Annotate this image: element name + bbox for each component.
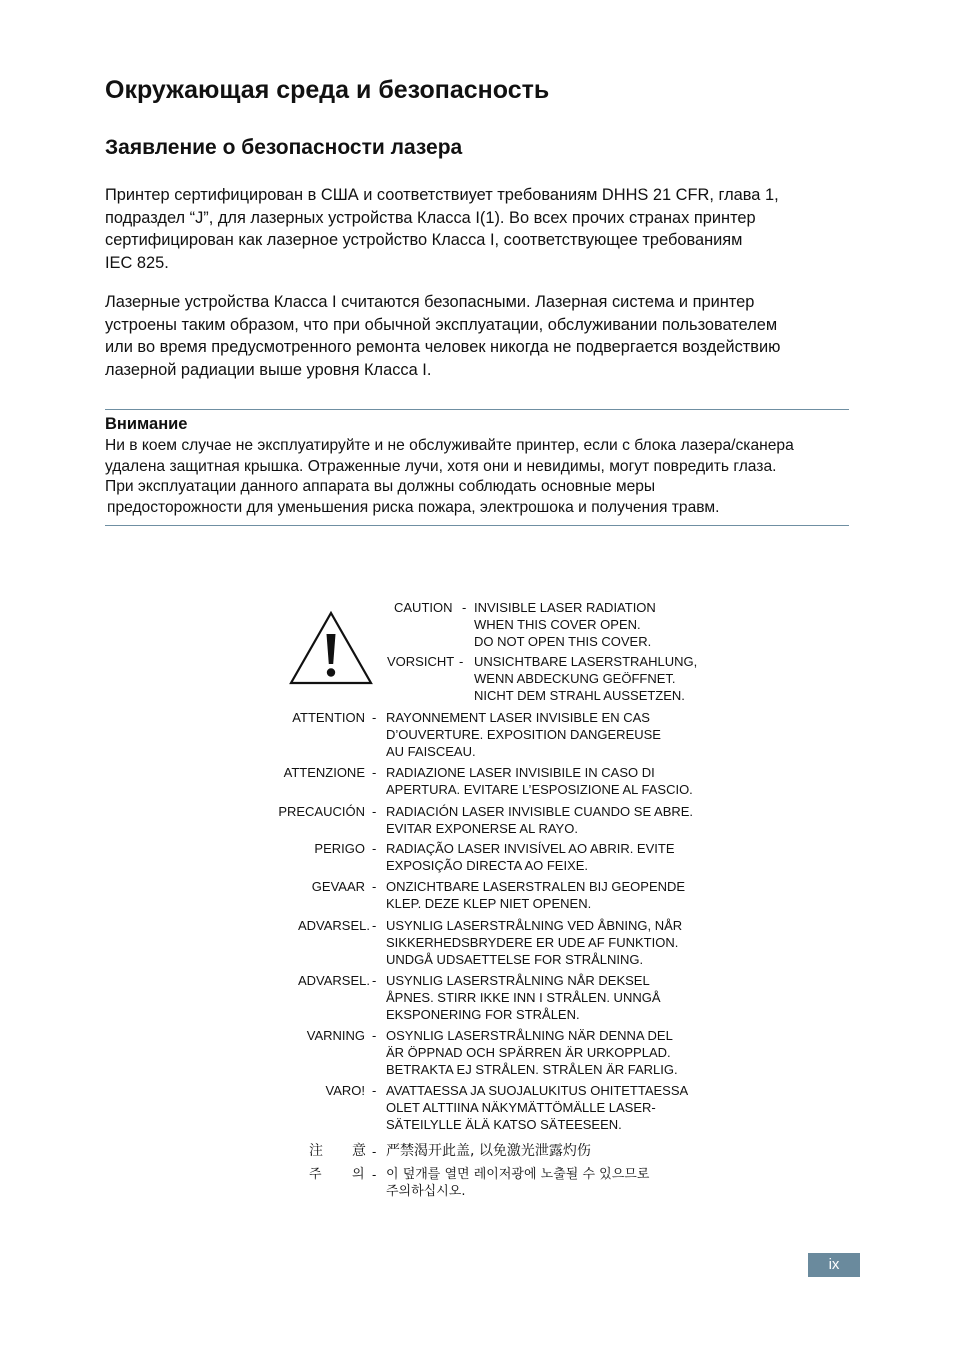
text-line: SIKKERHEDSBRYDERE ER UDE AF FUNKTION.	[386, 935, 679, 950]
text-line: SÄTEILYLLE ÄLÄ KATSO SÄTEESEEN.	[386, 1117, 622, 1132]
label-korean-char-1: 주	[309, 1167, 322, 1182]
paragraph-certification	[105, 184, 865, 274]
warning-title: Внимание	[105, 415, 188, 433]
label-dash: -	[459, 654, 464, 669]
text-line: EKSPONERING FOR STRÅLEN.	[386, 1007, 580, 1022]
label-text-precaucion	[386, 803, 693, 837]
label-dash: -	[372, 1083, 377, 1098]
label-dash: -	[372, 804, 377, 819]
text-line: AU FAISCEAU.	[386, 744, 476, 759]
text-line: RADIACIÓN LASER INVISIBLE CUANDO SE ABRE.	[386, 804, 694, 819]
warning-text	[105, 436, 794, 518]
text-line: BETRAKTA EJ STRÅLEN. STRÅLEN ÄR FARLIG.	[386, 1062, 678, 1077]
label-advarsel-da: ADVARSEL.	[297, 918, 370, 933]
text-line: предосторожности для уменьшения риска пожара, электрошока и получения травм.	[107, 498, 720, 516]
text-line: лазерной радиации выше уровня Класса I.	[105, 360, 432, 379]
label-attenzione: ATTENZIONE	[283, 765, 365, 780]
text-line: NICHT DEM STRAHL AUSSETZEN.	[474, 688, 685, 703]
text-line: IEC 825.	[105, 253, 169, 272]
label-text-perigo	[386, 840, 675, 874]
label-caution: CAUTION	[394, 600, 453, 615]
section-title: Заявление о безопасности лазера	[105, 136, 463, 159]
text-line: сертифицирован как лазерное устройство Класса I, соответствующее требованиям	[105, 231, 743, 249]
text-line: OLET ALTTIINA NÄKYMÄTTÖMÄLLE LASER-	[386, 1100, 656, 1115]
label-varo: VARO!	[325, 1083, 365, 1098]
text-line: RADIAZIONE LASER INVISIBILE IN CASO DI	[386, 765, 655, 780]
label-text-gevaar	[386, 878, 685, 912]
label-chinese-char-1: 注	[309, 1143, 323, 1159]
text-line: подраздел “J”, для лазерных устройства Класса I(1). Во всех прочих странах принтер	[105, 208, 756, 227]
text-line: EVITAR EXPONERSE AL RAYO.	[386, 821, 578, 836]
text-line: ÄR ÖPPNAD OCH SPÄRREN ÄR URKOPPLAD.	[386, 1045, 671, 1060]
text-line: APERTURA. EVITARE L’ESPOSIZIONE AL FASCIO.	[386, 782, 693, 797]
warning-top-rule	[105, 409, 849, 410]
label-dash: -	[372, 1028, 377, 1043]
label-dash: -	[372, 1167, 377, 1182]
label-text-vorsicht	[474, 653, 697, 704]
warning-triangle-icon	[288, 610, 374, 686]
text-line: USYNLIG LASERSTRÅLNING VED ÅBNING, NÅR	[386, 918, 683, 933]
text-line: KLEP. DEZE KLEP NIET OPENEN.	[386, 896, 592, 911]
label-dash: -	[372, 973, 377, 988]
label-dash: -	[372, 765, 377, 780]
text-line: удалена защитная крышка. Отраженные лучи, хотя они и невидимы, могут повредить глаза.	[105, 457, 777, 475]
text-line: AVATTAESSA JA SUOJALUKITUS OHITETTAESSA	[386, 1083, 689, 1098]
label-text-korean	[386, 1166, 649, 1200]
label-text-advarsel-da	[386, 917, 682, 968]
label-text-varo	[386, 1082, 688, 1133]
label-dash: -	[372, 1144, 377, 1159]
text-line: INVISIBLE LASER RADIATION	[474, 600, 656, 615]
text-line: EXPOSIÇÃO DIRECTA AO FEIXE.	[386, 858, 589, 873]
label-text-attenzione	[386, 764, 693, 798]
text-line: устроены таким образом, что при обычной эксплуатации, обслуживании пользователем	[105, 315, 778, 334]
text-line: RADIAÇÃO LASER INVISÍVEL AO ABRIR. EVITE	[386, 841, 675, 856]
warning-bottom-rule	[105, 525, 849, 526]
text-line: WENN ABDECKUNG GEÖFFNET.	[474, 671, 676, 686]
text-line: RAYONNEMENT LASER INVISIBLE EN CAS	[386, 710, 650, 725]
label-dash: -	[372, 918, 377, 933]
text-line: UNDGÅ UDSAETTELSE FOR STRÅLNING.	[386, 952, 644, 967]
text-line: Принтер сертифицирован в США и соответствиует требованиям DHHS 21 CFR, глава 1,	[105, 186, 779, 204]
label-vorsicht: VORSICHT	[387, 654, 455, 669]
text-line: D’OUVERTURE. EXPOSITION DANGEREUSE	[386, 727, 661, 742]
label-advarsel-no: ADVARSEL.	[297, 973, 370, 988]
label-dash: -	[462, 600, 467, 615]
text-line: UNSICHTBARE LASERSTRAHLUNG,	[474, 654, 698, 669]
text-line: 주의하십시오.	[386, 1184, 466, 1199]
text-line: OSYNLIG LASERSTRÅLNING NÄR DENNA DEL	[386, 1028, 673, 1043]
text-line: DO NOT OPEN THIS COVER.	[474, 634, 652, 649]
text-line: WHEN THIS COVER OPEN.	[474, 617, 641, 632]
label-dash: -	[372, 841, 377, 856]
label-dash: -	[372, 710, 377, 725]
text-line: Ни в коем случае не эксплуатируйте и не обслуживайте принтер, если с блока лазера/сканера	[105, 437, 794, 454]
label-dash: -	[372, 879, 377, 894]
label-text-chinese: 严禁渴开此盖, 以免激光泄露灼伤	[386, 1143, 591, 1159]
text-line: или во время предусмотренного ремонта человек никогда не подвергается воздействию	[105, 338, 781, 356]
text-line: ONZICHTBARE LASERSTRALEN BIJ GEOPENDE	[386, 879, 686, 894]
text-line: USYNLIG LASERSTRÅLNING NÅR DEKSEL	[386, 973, 650, 988]
label-text-varning	[386, 1027, 678, 1078]
label-varning: VARNING	[306, 1028, 365, 1043]
label-attention: ATTENTION	[292, 710, 365, 725]
text-line: При эксплуатации данного аппарата вы должны соблюдать основные меры	[105, 478, 656, 495]
label-text-advarsel-no	[386, 972, 661, 1023]
label-gevaar: GEVAAR	[311, 879, 365, 894]
text-line: 이 덮개를 열면 레이저광에 노출될 수 있으므로	[386, 1167, 650, 1182]
text-line: Лазерные устройства Класса I считаются безопасными. Лазерная система и принтер	[105, 293, 755, 311]
label-perigo: PERIGO	[314, 841, 365, 856]
label-text-attention	[386, 709, 661, 760]
label-precaucion: PRECAUCIÓN	[278, 804, 365, 819]
page-title: Окружающая среда и безопасность	[105, 76, 550, 104]
label-chinese-char-2: 意	[352, 1143, 366, 1159]
page-number-badge: ix	[808, 1253, 860, 1277]
label-korean-char-2: 의	[352, 1167, 365, 1182]
paragraph-safety	[105, 291, 865, 381]
text-line: ÅPNES. STIRR IKKE INN I STRÅLEN. UNNGÅ	[386, 990, 661, 1005]
label-text-caution	[474, 599, 656, 650]
